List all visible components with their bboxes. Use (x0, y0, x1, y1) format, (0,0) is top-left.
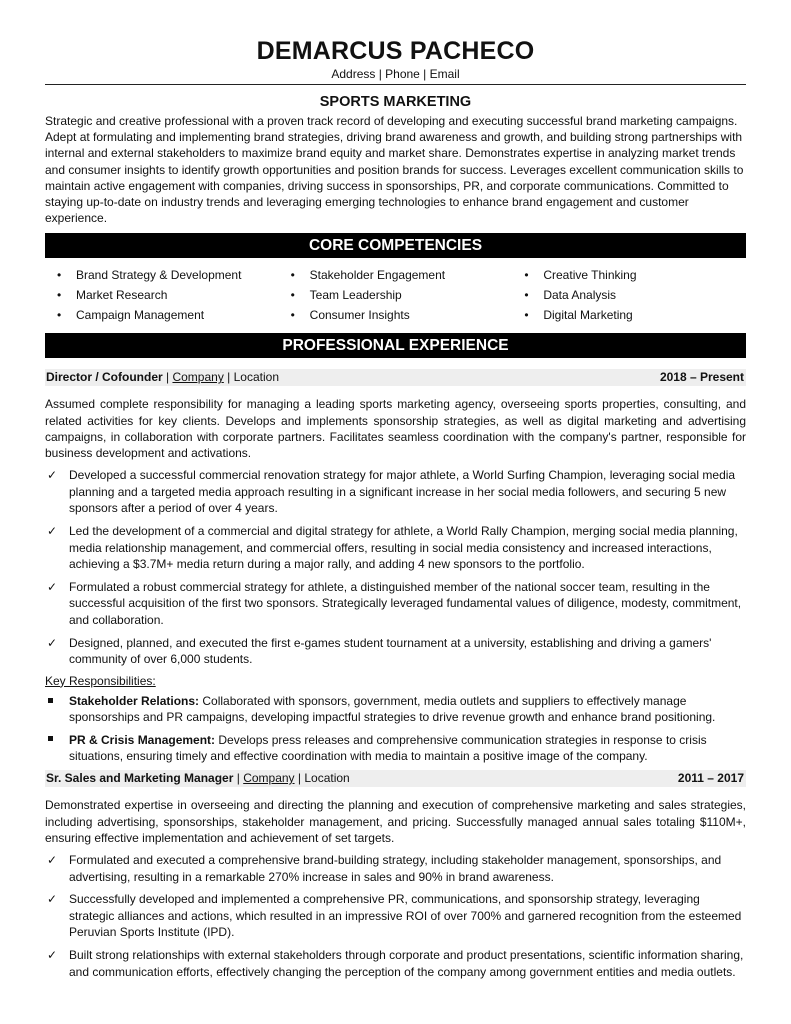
bullet-icon: • (290, 268, 295, 283)
resume-page (45, 36, 746, 986)
competency-item (512, 285, 746, 305)
header-divider (45, 84, 746, 85)
job-header (45, 369, 746, 386)
achievements-list (45, 852, 746, 980)
achievement-text: Successfully developed and implemented a comprehensive PR, communications, and sponsorship strategy, leveraging strategic alliances and actions, which resulted in an impressive ROI of over 700% and garnered recognition from the esteemed Peruvian Sports Institute (IPD). (69, 892, 742, 940)
job-header (45, 770, 746, 787)
professional-headline: SPORTS MARKETING (319, 94, 472, 110)
professional-experience-heading: PROFESSIONAL EXPERIENCE (45, 333, 746, 358)
responsibility-item (45, 732, 746, 765)
square-bullet-icon (45, 693, 69, 726)
square-bullet-icon (45, 732, 69, 765)
job-title: Sr. Sales and Marketing Manager (46, 771, 234, 786)
bullet-icon: • (290, 308, 295, 323)
checkmark-icon: ✓ (47, 635, 58, 650)
competency-label: Market Research (76, 288, 168, 303)
job-location: Location (304, 771, 350, 786)
competency-item (45, 265, 279, 285)
checkmark-icon: ✓ (47, 468, 58, 483)
competency-label: Campaign Management (76, 308, 205, 323)
competency-label: Stakeholder Engagement (309, 268, 446, 283)
checkmark-icon: ✓ (47, 579, 58, 594)
achievement-item (45, 947, 746, 980)
core-competencies-heading: CORE COMPETENCIES (45, 233, 746, 258)
achievement-text: Formulated a robust commercial strategy for athlete, a distinguished member of the national soccer team, resulting in the successful acquisition of the first two sponsors. Strategically leveraged fundamental values of diligence, modesty, commitment, and collaboration. (69, 579, 742, 627)
competency-item (45, 285, 279, 305)
bullet-icon: • (57, 288, 62, 303)
achievement-item (45, 579, 746, 629)
contact-line: Address | Phone | Email (331, 67, 460, 81)
achievement-item (45, 891, 746, 941)
bullet-icon: • (524, 268, 529, 283)
separator: | (233, 771, 244, 786)
competency-item (279, 305, 513, 325)
bullet-icon: • (57, 268, 62, 283)
competency-item (512, 265, 746, 285)
job-title-line (46, 369, 279, 386)
responsibility-detail: Collaborated with sponsors, government, media outlets and suppliers to effectively manage sponsorships and PR campaigns, developing impactful strategies to drive revenue growth and enhance brand positioning. (69, 693, 716, 725)
job-title: Director / Cofounder (46, 370, 163, 385)
achievement-item (45, 523, 746, 573)
job-description: Demonstrated expertise in overseeing and directing the planning and execution of comprehensive marketing and sales strategies, including advertising, sponsorships, stakeholder management, and pricing. Successfully managed annual sales totaling $110M+, ensuring effective implementation and achievement of set targets. (45, 798, 746, 845)
checkmark-icon: ✓ (47, 524, 58, 539)
responsibility-item (45, 693, 746, 726)
achievement-text: Built strong relationships with external stakeholders through corporate and product presentations, scientific information sharing, and communication efforts, effectively changing the perception of the company among government entities and media outlets. (69, 947, 744, 979)
key-responsibilities-label: Key Responsibilities: (45, 673, 156, 688)
checkmark-icon: ✓ (47, 947, 58, 962)
competencies-column (512, 265, 746, 325)
responsibilities-list (45, 693, 746, 765)
separator: | (223, 370, 234, 385)
achievement-text: Led the development of a commercial and digital strategy for athlete, a World Rally Champion, merging social media planning, media relationship management, and commercial offers, resulting in social media consistency and increased interactions, achieving a $3.7M+ media return during a major rally, and adding 4 new sponsors to the portfolio. (69, 524, 738, 572)
competencies-column (45, 265, 279, 325)
job-dates: 2018 – Present (659, 370, 744, 385)
job-location: Location (233, 370, 279, 385)
competency-item (279, 285, 513, 305)
responsibility-detail: Develops press releases and comprehensive communication strategies in response to crisis situations, ensuring timely and effective coordination with media to maintain a positive image of the company. (69, 732, 707, 763)
job-title-line (46, 770, 350, 787)
competency-item (512, 305, 746, 325)
competencies-column (279, 265, 513, 325)
bullet-icon: • (524, 288, 529, 303)
candidate-name: DEMARCUS PACHECO (256, 37, 535, 65)
company-name: Company (243, 771, 295, 786)
job-description: Assumed complete responsibility for managing a leading sports marketing agency, overseeing sports properties, consulting, and related activities for key clients. Develops and implements sponsorship strategies, as well as digital marketing and advertising campaigns, in collaboration with corporate partners. Facilitates seamless coordination with the company's partner, responsible for business development and activations. (45, 397, 746, 461)
checkmark-icon: ✓ (47, 853, 58, 867)
achievement-item (45, 852, 746, 885)
job-dates: 2011 – 2017 (677, 771, 744, 786)
achievement-text: Formulated and executed a comprehensive brand-building strategy, including stakeholder management, sponsorships, and advertising, resulting in a remarkable 270% increase in sales and 90% in brand awareness. (69, 853, 722, 884)
bullet-icon: • (524, 308, 529, 323)
achievement-item (45, 467, 746, 517)
bullet-icon: • (57, 308, 62, 323)
competency-label: Consumer Insights (309, 308, 410, 323)
checkmark-icon: ✓ (47, 892, 58, 907)
competency-label: Team Leadership (309, 288, 402, 303)
competency-label: Brand Strategy & Development (76, 268, 242, 283)
competency-item (279, 265, 513, 285)
responsibility-text (69, 732, 746, 765)
achievements-list (45, 467, 746, 668)
competency-label: Digital Marketing (543, 308, 633, 323)
competencies-grid (45, 265, 746, 325)
achievement-text: Developed a successful commercial renovation strategy for major athlete, a World Surfing Champion, leveraging social media planning and a targeted media approach resulting in a significant increase in her social media followers, and securing 5 new sponsors after a period of over 4 years. (69, 468, 736, 516)
separator: | (162, 370, 173, 385)
responsibility-label: PR & Crisis Management: (69, 732, 216, 747)
competency-label: Creative Thinking (543, 268, 637, 283)
company-name: Company (172, 370, 224, 385)
responsibility-label: Stakeholder Relations: (69, 693, 200, 708)
responsibility-text (69, 693, 746, 726)
achievement-text: Designed, planned, and executed the first e-games student tournament at a university, establishing and driving a gamers' community of over 6,000 students. (69, 635, 712, 667)
separator: | (294, 771, 305, 786)
competency-label: Data Analysis (543, 288, 617, 303)
achievement-item (45, 635, 746, 668)
summary-paragraph: Strategic and creative professional with a proven track record of developing and executing successful brand marketing campaigns. Adept at formulating and implementing brand strategies, driving brand awareness and growth, and building strong partnerships with internal and external stakeholders to maximize brand equity and market share. Demonstrates expertise in analyzing market trends and consumer insights to identify growth opportunities and position brands for success. Leverages excellent communication skills to maintain active engagement with companies, driving success in sponsorships, PR, and corporate communications. Committed to staying up-to-date on industry trends and leveraging emerging technologies to enhance brand engagement and customer experience. (45, 114, 744, 226)
competency-item (45, 305, 279, 325)
bullet-icon: • (290, 288, 295, 303)
